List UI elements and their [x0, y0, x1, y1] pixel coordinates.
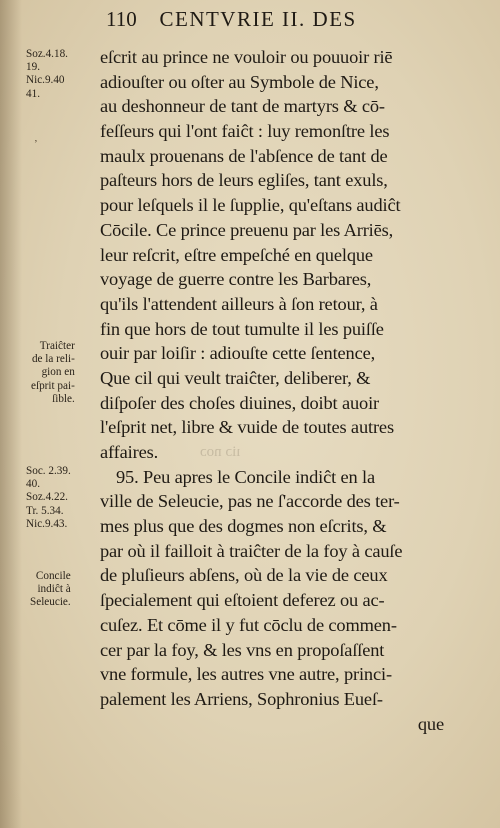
catchword: que — [417, 713, 444, 734]
margin-mark: ʼ — [34, 138, 38, 150]
text-line: l'eſprit net, libre & vuide de toutes autres — [100, 417, 394, 438]
text-line: qu'ils l'attendent ailleurs à ſon retour, à — [100, 293, 378, 314]
text-line: pour leſquels il le ſupplie, qu'eſtans audiĉt — [100, 195, 401, 216]
margin-ref: 41. — [26, 87, 40, 100]
text-line: 95. Peu apres le Concile indiĉt en la — [116, 466, 375, 487]
text-line: affaires. — [100, 442, 159, 462]
margin-references-middle — [26, 465, 71, 531]
text-line: eſcrit au prince ne vouloir ou pouuoir riē — [100, 47, 393, 67]
margin-side-title-1 — [31, 340, 75, 406]
text-line: ouir par loiſir : adiouſte cette ſentence, — [100, 343, 376, 364]
margin-references-top — [26, 48, 68, 101]
text-line: diſpoſer des choſes diuines, doibt auoir — [100, 392, 380, 413]
margin-ref: Tr. 5.34. — [26, 504, 64, 517]
margin-ref: 19. — [26, 61, 40, 74]
text-line: cuſez. Et cōme il y fut cōclu de commen- — [100, 614, 397, 635]
text-line: adiouſter ou oſter au Symbole de Nice, — [100, 71, 379, 92]
margin-ref: Soz.4.18. — [26, 48, 68, 60]
text-line: vne formule, les autres vne autre, princi- — [100, 664, 392, 685]
running-title: CENTVRIE II. DES — [159, 7, 357, 31]
side-title-line: Concile — [35, 570, 71, 582]
text-line: au deshonneur de tant de martyrs & cō- — [100, 96, 385, 117]
text-line: cer par la foy, & les vns en propoſaſſent — [100, 639, 385, 660]
side-title-line: Traiĉter — [39, 340, 75, 352]
text-line: leur reſcrit, eſtre empeſché en quelque — [100, 244, 373, 265]
side-title-line: de la reli- — [31, 353, 75, 366]
text-line: Cōcile. Ce prince preuenu par les Arriēs, — [100, 219, 394, 240]
side-title-line: eſprit pai- — [31, 379, 75, 392]
page-number: 110 — [106, 7, 137, 31]
margin-ref: Soz.4.22. — [26, 491, 68, 504]
side-title-line: ſible. — [52, 392, 75, 405]
text-line: Que cil qui veult traiĉter, deliberer, & — [100, 367, 371, 388]
text-line: palement les Arriens, Sophronius Eueſ- — [100, 688, 383, 709]
text-line: ſpecialement qui eſtoient deferez ou ac- — [100, 590, 385, 611]
text-line: voyage de guerre contre les Barbares, — [100, 269, 372, 290]
side-title-line: indiĉt à — [37, 583, 71, 596]
text-line: de pluſieurs abſens, où de la vie de ceux — [100, 565, 388, 586]
margin-ref: Nic.9.40 — [26, 74, 65, 87]
side-title-line: gion en — [41, 366, 75, 379]
text-line: par où il failloit à traiĉter de la foy à cauſe — [100, 540, 403, 561]
text-line: feſſeurs qui l'ont faiĉt : luy remonſtre les — [100, 121, 390, 142]
text-line: mes plus que des dogmes non eſcrits, & — [100, 516, 387, 537]
main-text-block — [100, 45, 472, 736]
margin-side-title-2 — [30, 570, 71, 610]
text-line: paſteurs hors de leurs egliſes, tant exuls, — [100, 170, 388, 191]
show-through-text: ıiɔ noɔ — [200, 444, 241, 460]
text-line: ville de Seleucie, pas ne ſ'accorde des ter- — [100, 491, 400, 512]
running-header — [106, 7, 486, 37]
text-line: maulx prouenans de l'abſence de tant de — [100, 145, 388, 166]
page-gutter-shadow — [0, 0, 22, 828]
text-line: fin que hors de tout tumulte il les puiſſe — [100, 318, 384, 339]
margin-ref: 40. — [26, 478, 40, 491]
margin-ref: Nic.9.43. — [26, 517, 68, 530]
margin-ref: Soc. 2.39. — [26, 465, 71, 477]
side-title-line: Seleucie. — [30, 596, 71, 609]
